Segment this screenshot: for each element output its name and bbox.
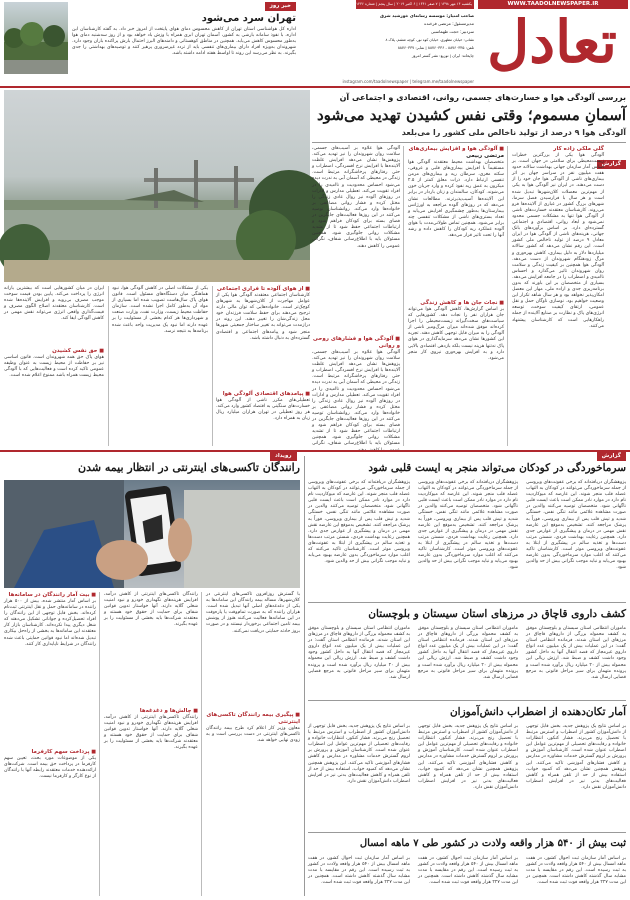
col2-subtitle: ■ آلودگی هوا و افزایش بیماری‌های <box>408 146 504 153</box>
section-tag-right: گزارش <box>597 452 626 461</box>
col2-subtitle-b: ■ نجات جان ها و کاهش زندگی <box>408 300 504 307</box>
main-col-2 <box>408 146 504 446</box>
story4-col-a: بر اساس آمار سازمان ثبت احوال کشور، در هفت ماهه امسال بیش از ۵۴۰ هزار واقعه ولادت در کشور به ثبت رسیده است. این رقم در مقایسه با مدت مشابه سال گذشته کاهش داشته است. همچنین در این مدت ۲۲۷ هزار واقعه فوت ثبت شده است. <box>526 856 626 886</box>
story3-headline: آمار تکان‌دهنده از اضطراب دانش‌آموزان <box>449 706 626 718</box>
photo-col-a-subtitle-b: ■ پیامدهای اقتصادی آلودگی هوا <box>216 391 310 398</box>
photo-col-a-subtitle: ■ از هوای آلوده تا فراری اجتماعی <box>216 286 310 293</box>
weather-body: اداره کل هواشناسی استان تهران از کاهش محسوس دمای هوای پایتخت از امروز خبر داد. به گفته کارشناسان این اداره، با نفوذ سامانه بارشی به کشور، آسمان تهران ابری همراه با وزش باد خواهد بود و از روز سه‌شنبه دمای هوا به‌طور محسوس کاهش می‌یابد. همچنین در مناطق کوهستانی و دامنه‌های البرز احتمال بارش پراکنده باران وجود دارد. شهروندان به‌ویژه افراد دارای بیماری‌های تنفسی باید از تردد غیرضروری پرهیز کنند و توصیه‌های بهداشتی را جدی بگیرند. به نظر می‌رسد این روند تا اواسط هفته ادامه داشته باشد. <box>72 27 296 57</box>
story1-col-c: پژوهشگران دریافته‌اند که برخی عفونت‌های ویروسی از جمله سرماخوردگی می‌توانند در کودکان به التهاب عضله قلب منجر شوند. این عارضه که میوکاردیت نام دارد در موارد نادر ممکن است باعث ایست قلبی ناگهانی شود. متخصصان توصیه می‌کنند والدین در صورت مشاهده علائمی مانند تنگی نفس، خستگی شدید و تپش قلب پس از بیماری ویروسی، فوراً به پزشک مراجعه کنند. تشخیص به‌موقع این عارضه نقش مهمی در درمان و پیشگیری از عوارض جدی دارد. همچنین رعایت بهداشت فردی، شستن مرتب دست‌ها و تغذیه سالم در پیشگیری از ابتلا به عفونت‌های ویروسی موثر است. کارشناسان تاکید می‌کنند که اغلب موارد سرماخوردگی بدون عارضه بهبود می‌یابد و نباید موجب نگرانی بیش از حد والدین شود. <box>308 480 410 565</box>
story1-col-b: پژوهشگران دریافته‌اند که برخی عفونت‌های ویروسی از جمله سرماخوردگی می‌توانند در کودکان به التهاب عضله قلب منجر شوند. این عارضه که میوکاردیت نام دارد در موارد نادر ممکن است باعث ایست قلبی ناگهانی شود. متخصصان توصیه می‌کنند والدین در صورت مشاهده علائمی مانند تنگی نفس، خستگی شدید و تپش قلب پس از بیماری ویروسی، فوراً به پزشک مراجعه کنند. تشخیص به‌موقع این عارضه نقش مهمی در درمان و پیشگیری از عوارض جدی دارد. همچنین رعایت بهداشت فردی، شستن مرتب دست‌ها و تغذیه سالم در پیشگیری از ابتلا به عفونت‌های ویروسی موثر است. کارشناسان تاکید می‌کنند که اغلب موارد سرماخوردگی بدون عارضه بهبود می‌یابد و نباید موجب نگرانی بیش از حد والدین شود. <box>418 480 518 571</box>
col2-body: متخصصان بهداشت محیط معتقدند آلودگی هوا مستقیماً با افزایش بیماری‌های قلبی و عروقی، سکته مغزی، سرطان ریه و بیماری‌های مزمن تنفسی ارتباط دارد. ذرات معلق کمتر از ۲.۵ میکرون به عمق ریه نفوذ کرده و وارد جریان خون می‌شوند. کودکان، سالمندان و زنان باردار در برابر این آلاینده‌ها آسیب‌پذیرترند. مطالعات نشان می‌دهد که در روزهای آلوده مراجعه به اورژانس بیمارستان‌ها به‌طور چشمگیری افزایش می‌یابد و تعداد بستری‌های ناشی از مشکلات تنفسی چند برابر می‌شود. همچنین تماس طولانی‌مدت با هوای آلوده عملکرد ریه کودکان را کاهش داده و رشد آنها را تحت تاثیر قرار می‌دهد. <box>408 160 504 239</box>
taxi-col2-body-top: رانندگان تاکسی‌های اینترنتی از کاهش درآمد، افزایش هزینه‌های نگهداری خودرو و نبود امنیت شغلی گلایه دارند. آنها خواستار تدوین قوانین شفاف برای حمایت از حقوق خود هستند و معتقدند شرکت‌ها باید بخشی از مسئولیت را بر عهده بگیرند. <box>104 592 198 628</box>
photo-box-col-b <box>112 286 208 446</box>
logo-block <box>478 0 630 82</box>
photo-col-c-subtitle: ■ حق نفس کشیدن <box>4 348 104 355</box>
col1-body: آلودگی هوا یکی از بزرگترین خطرات زیست‌محیطی برای سلامتی در جهان است. بر اساس آمار سازمان جهانی بهداشت سالانه حدود هفت میلیون نفر در سراسر جهان بر اثر بیماری‌های ناشی از آلودگی هوا جان خود را از دست می‌دهند. در ایران نیز آلودگی هوا به یکی از مهم‌ترین معضلات کلان‌شهرها تبدیل شده است و هر سال با فرارسیدن فصل سرما، شهرهای بزرگ کشور در غباری از آلاینده‌ها فرو می‌روند. کارشناسان معتقدند خسارت‌های ناشی از آلودگی هوا تنها به مشکلات جسمی محدود نمی‌شود و ابعاد روانی، اقتصادی و اجتماعی گسترده‌ای دارد. بر اساس برآوردهای بانک جهانی، هزینه‌های ناشی از آلودگی هوا در ایران معادل ۹ درصد از تولید ناخالص ملی کشور است. این رقم نشان می‌دهد که کشور سالانه میلیاردها دلار به دلیل بیماری، کاهش بهره‌وری و مرگ زودهنگام شهروندان از دست می‌دهد. آلودگی هوا همچنین بر کیفیت زندگی و سلامت روان شهروندان تاثیر می‌گذارد و احساس ناامیدی و اضطراب را در جامعه افزایش می‌دهد. بسیاری از متخصصان بر این باورند که بدون برنامه‌ریزی جدی و اراده ملی، مهار این معضل امکان‌پذیر نخواهد بود و هر سال شاهد تکرار این وضعیت خواهیم بود. نوسازی ناوگان حمل و نقل عمومی، ارتقای کیفیت سوخت، توسعه انرژی‌های پاک و نظارت بر صنایع آلاینده از جمله راهکارهایی است که کارشناسان پیشنهاد می‌کنند. <box>512 153 605 329</box>
subhead-divider <box>312 142 626 143</box>
main-story <box>0 90 630 448</box>
info-line: مدیرمسئول: مرتضی فرخنده <box>424 21 474 26</box>
info-line: چاپخانه: ایران | توزیع: نشر گستر امروز <box>411 53 474 58</box>
right-story-2 <box>308 606 626 698</box>
main-kicker: بررسی آلودگی هوا و خسارت‌های جسمی، روانی، اقتصادی و اجتماعی آن <box>339 93 626 102</box>
weather-box <box>4 2 296 74</box>
photo-col-a-body-b: تعطیلی‌های مکرر ناشی از آلودگی هوا خسارت‌های سنگینی به اقتصاد کشور وارد می‌کند. هر روز تعطیلی در تهران هزاران میلیارد ریال زیان به همراه دارد. <box>216 398 310 422</box>
story2-col-a: ماموران انتظامی استان سیستان و بلوچستان موفق به کشف محموله بزرگی از داروهای قاچاق در مرزهای این استان شدند. فرمانده انتظامی استان گفت: در این عملیات بیش از یک میلیون عدد انواع داروی غیرمجاز که قصد انتقال آنها به داخل کشور وجود داشت کشف و ضبط شد. ارزش ریالی این محموله بیش از ۲۰ میلیارد ریال برآورد شده است و پرونده متهمان برای سیر مراحل قانونی به مرجع قضایی ارسال شد. <box>526 626 627 680</box>
photo-col-b-body: یکی از مشکلات اصلی در کاهش آلودگی هوا، نبود هماهنگی میان دستگاه‌های مسئول است. قانون هوای پاک سال‌هاست تصویب شده اما بسیاری از مواد آن به‌طور کامل اجرا نشده است. سازمان حفاظت محیط زیست، وزارت نفت، وزارت صنعت و شهرداری‌ها هر کدام بخشی از مسئولیت را بر عهده دارند اما نبود یک مدیریت واحد باعث شده برنامه‌ها به نتیجه نرسد. <box>112 286 208 334</box>
right-story-3 <box>308 704 626 828</box>
taxi-col1-body-b: معاون وزیر کار اعلام کرد طرح بیمه رانندگان تاکسی‌های اینترنتی در دست بررسی است و به زودی نهایی خواهد شد. <box>206 726 300 744</box>
weather-title: تهران سرد می‌شود <box>201 13 296 24</box>
logo: تعادل <box>487 8 617 76</box>
section-tag-left: رویداد <box>270 452 297 461</box>
phone-in-hand-icon <box>4 480 300 588</box>
photo-col-c-body: ایران در میان کشورهایی است که بیشترین یارانه انرژی را پرداخت می‌کند. پایین بودن قیمت سوخت موجب مصرف بی‌رویه و افزایش آلاینده‌ها شده است. کارشناسان معتقدند اصلاح الگوی مصرف و قیمت‌گذاری واقعی انرژی می‌تواند نقش مهمی در کاهش آلودگی ایفا کند. <box>4 286 104 322</box>
taxi-col-3 <box>4 592 96 896</box>
date-line: یکشنبه ۱۴ مهر ۱۳۹۸ | ۷ صفر ۱۴۴۱ | ۶ اکتبر ۲۰۱۹ | سال پنجم | شماره ۱۴۳۶ <box>356 0 474 9</box>
col3-body: آلودگی هوا علاوه بر آسیب‌های جسمی، سلامت روان شهروندان را نیز تهدید می‌کند. پژوهش‌ها نشان می‌دهد افزایش غلظت آلاینده‌ها با افزایش نرخ افسردگی، اضطراب و حتی رفتارهای پرخاشگرانه مرتبط است. زندگی در محیطی که آسمان آبی به ندرت دیده می‌شود احساس محدودیت و ناامیدی را در افراد تقویت می‌کند. تعطیلی مدارس و ادارات در روزهای آلوده نیز روال عادی زندگی را مختل کرده و فشار روانی مضاعفی بر خانواده‌ها وارد می‌کند. روانشناسان توصیه می‌کنند در این روزها فعالیت‌های جایگزین در فضای بسته برای کودکان فراهم شود و ارتباطات اجتماعی حفظ شود تا از تشدید مشکلات روانی جلوگیری شود. همچنین مسئولان باید با اطلاع‌رسانی شفاف، نگرانی <box>312 350 400 447</box>
masthead-bottom-line: instagram.com/taadolnewspaper | telegram.me/taadolnewspaper <box>342 79 474 84</box>
smog-landscape-icon <box>4 90 310 282</box>
taxi-col2-body: بر اساس آمار منتشر شده، بیش از ۵۰۰ هزار راننده در سامانه‌های حمل و نقل اینترنتی ثبت‌نام کرده‌اند. بخش قابل توجهی از این رانندگان را افراد تحصیل‌کرده و جوانانی تشکیل می‌دهند که شغل دیگری پیدا نکرده‌اند. کارشناسان بازار کار معتقدند این سامانه‌ها به بخشی از راه‌حل بیکاری تبدیل شده‌اند اما نبود قوانین حمایتی باعث شده رانندگان در شرایط ناپایداری کار کنند. <box>4 599 96 647</box>
main-col-1 <box>512 146 604 446</box>
info-lines <box>356 12 474 60</box>
photo-box-col-c <box>4 286 104 446</box>
info-line: صاحب امتیاز: موسسه رسانه‌ای خورشید شرق <box>380 13 474 18</box>
taxi-col1-subtitle: ■ پیگیری بیمه رانندگان تاکسی‌های اینترنتی <box>206 712 300 726</box>
story-divider <box>308 602 626 603</box>
col-divider <box>99 592 100 896</box>
weather-thumbnail <box>4 2 68 74</box>
report-tag: گزارش <box>597 160 626 169</box>
info-line: تلفن: ۸۸۷۶۰۳۳۵ - ۸۸۷۶۰۳۳۶ | نمابر: ۸۸۷۶۰۳۳۷ <box>397 45 474 50</box>
story4-headline: ثبت بیش از ۵۴۰ هزار واقعه ولادت در کشور طی ۷ ماهه امسال <box>359 838 626 849</box>
taxi-col3-body: رانندگان تاکسی‌های اینترنتی از کاهش درآمد، افزایش هزینه‌های نگهداری خودرو و نبود امنیت شغلی گلایه دارند. آنها خواستار تدوین قوانین شفاف برای حمایت از حقوق خود هستند و معتقدند شرکت‌ها باید بخشی از مسئولیت را بر عهده بگیرند. <box>104 715 198 751</box>
masthead-divider <box>0 86 630 88</box>
section-vertical-divider <box>304 456 305 896</box>
col-divider <box>507 146 508 446</box>
taxi-story <box>4 460 300 896</box>
taxi-col-1 <box>206 592 300 896</box>
col3-subtitle: ■ آلودگی هوا و فشارهای روحی و روانی <box>312 336 400 350</box>
col2-body-b: بر اساس گزارش‌ها، کاهش آلودگی هوا می‌تواند جان هزاران نفر را نجات دهد. کشورهایی که سیاست‌های سخت‌گیرانه زیست‌محیطی را اجرا کرده‌اند موفق شده‌اند میزان مرگ‌ومیر ناشی از آلودگی را به میزان قابل توجهی کاهش دهند. تجربه این کشورها نشان می‌دهد سرمایه‌گذاری در هوای پاک نه‌تنها هزینه نیست بلکه بازدهی اقتصادی بالایی دارد و به افزایش بهره‌وری نیروی کار منجر می‌شود. <box>408 307 504 361</box>
story2-col-b: ماموران انتظامی استان سیستان و بلوچستان موفق به کشف محموله بزرگی از داروهای قاچاق در مرزهای این استان شدند. فرمانده انتظامی استان گفت: در این عملیات بیش از یک میلیون عدد انواع داروی غیرمجاز که قصد انتقال آنها به داخل کشور وجود داشت کشف و ضبط شد. ارزش ریالی این محموله بیش از ۲۰ میلیارد ریال برآورد شده است و پرونده متهمان برای سیر مراحل قانونی به مرجع قضایی ارسال شد. <box>418 626 519 680</box>
taxi-headline: رانندگان تاکسی‌های اینترنتی در انتظار بیمه شدن <box>78 461 300 474</box>
col-divider <box>201 592 202 896</box>
info-line: نشانی: خیابان مطهری، خیابان کوه نور، کوچه ششم، پلاک ۸ <box>385 38 474 42</box>
trees-photo-icon <box>4 2 68 74</box>
info-line: سردبیر: حجت طهماسبی <box>430 29 474 34</box>
taxi-col2-subtitle: ■ بیت آمار رانندگان در سامانه‌ها <box>4 592 96 599</box>
story2-col-c: ماموران انتظامی استان سیستان و بلوچستان موفق به کشف محموله بزرگی از داروهای قاچاق در مرزهای این استان شدند. فرمانده انتظامی استان گفت: در این عملیات بیش از یک میلیون عدد انواع داروی غیرمجاز که قصد انتقال آنها به داخل کشور وجود داشت کشف و ضبط شد. ارزش ریالی این محموله بیش از ۲۰ میلیارد ریال برآورد شده است و پرونده متهمان برای سیر مراحل قانونی به مرجع قضایی ارسال شد. <box>308 626 410 680</box>
weather-tag: خبر روز <box>265 2 296 11</box>
story1-headline: سرماخوردگی در کودکان می‌تواند منجر به ایست قلبی شود <box>368 462 626 474</box>
col-divider <box>212 286 213 446</box>
section-divider <box>0 450 630 452</box>
website-url[interactable]: WWW.TAADOLNEWSPAPER.IR <box>478 0 628 9</box>
col3-body-top: آلودگی هوا علاوه بر آسیب‌های جسمی، سلامت روان شهروندان را نیز تهدید می‌کند. پژوهش‌ها نشان می‌دهد افزایش غلظت آلاینده‌ها با افزایش نرخ افسردگی، اضطراب و حتی رفتارهای پرخاشگرانه مرتبط است. زندگی در محیطی که آسمان آبی به ندرت دیده می‌شود احساس محدودیت و ناامیدی را در افراد تقویت می‌کند. تعطیلی مدارس و ادارات در روزهای آلوده نیز روال عادی زندگی را مختل کرده و فشار روانی مضاعفی بر خانواده‌ها وارد می‌کند. روانشناسان توصیه می‌کنند در این روزها فعالیت‌های جایگزین در فضای بسته برای کودکان فراهم شود و ارتباطات اجتماعی حفظ شود تا از تشدید مشکلات روانی جلوگیری شود. همچنین مسئولان باید با اطلاع‌رسانی شفاف، نگرانی عمومی را کاهش دهند. <box>312 146 400 249</box>
masthead <box>0 0 630 86</box>
story1-col-a: پژوهشگران دریافته‌اند که برخی عفونت‌های ویروسی از جمله سرماخوردگی می‌توانند در کودکان به التهاب عضله قلب منجر شوند. این عارضه که میوکاردیت نام دارد در موارد نادر ممکن است باعث ایست قلبی ناگهانی شود. متخصصان توصیه می‌کنند والدین در صورت مشاهده علائمی مانند تنگی نفس، خستگی شدید و تپش قلب پس از بیماری ویروسی، فوراً به پزشک مراجعه کنند. تشخیص به‌موقع این عارضه نقش مهمی در درمان و پیشگیری از عوارض جدی دارد. همچنین رعایت بهداشت فردی، شستن مرتب دست‌ها و تغذیه سالم در پیشگیری از ابتلا به عفونت‌های ویروسی موثر است. کارشناسان تاکید می‌کنند که اغلب موارد سرماخوردگی بدون عارضه بهبود می‌یابد و نباید موجب نگرانی بیش از حد والدین شود. <box>526 480 626 571</box>
taxi-col2-subtitle-b: ■ پرداخت سهم کارفرما <box>4 749 96 756</box>
byline: مرتضی ربیعی <box>466 153 504 159</box>
story4-col-c: بر اساس آمار سازمان ثبت احوال کشور، در هفت ماهه امسال بیش از ۵۴۰ هزار واقعه ولادت در کشور به ثبت رسیده است. این رقم در مقایسه با مدت مشابه سال گذشته کاهش داشته است. همچنین در این مدت ۲۲۷ هزار واقعه فوت ثبت شده است. <box>308 856 410 886</box>
photo-smoggy-river <box>4 90 310 282</box>
story2-headline: کشف داروی قاچاق در مرزهای استان سیستان و بلوچستان <box>368 608 626 620</box>
right-story-4 <box>308 836 626 896</box>
publication-info <box>356 0 474 86</box>
taxi-col2-body-b: یکی از موضوعات مورد بحث، تعیین سهم کارفرما در پرداخت حق بیمه است. شرکت‌های ارائه‌دهنده خدمات معتقدند رابطه آنها با رانندگان از نوع کارگر و کارفرما نیست. <box>4 756 96 780</box>
story3-col-b: بر اساس نتایج یک پژوهش جدید، بخش قابل توجهی از دانش‌آموزان کشور از اضطراب و استرس مرتبط با تحصیل رنج می‌برند. فشار کنکور، انتظارات خانواده و رقابت‌های تحصیلی از مهم‌ترین عوامل این اضطراب عنوان شده است. کارشناسان آموزش و پرورش بر لزوم گسترش خدمات مشاوره در مدارس و کاهش فشارهای آموزشی تاکید می‌کنند. این پژوهش همچنین نشان می‌دهد که کمبود خواب، استفاده بیش از حد از تلفن همراه و کاهش فعالیت‌های بدنی نیز در افزایش اضطراب دانش‌آموزان نقش دارد. <box>418 724 518 790</box>
photo-col-c-body-b: هوای پاک حق همه شهروندان است. قانون اساسی نیز بر حفاظت از محیط زیست به عنوان وظیفه عمومی تاکید کرده است و فعالیت‌هایی که با آلودگی محیط زیست همراه باشد ممنوع اعلام شده است. <box>4 355 104 379</box>
story3-col-c: بر اساس نتایج یک پژوهش جدید، بخش قابل توجهی از دانش‌آموزان کشور از اضطراب و استرس مرتبط با تحصیل رنج می‌برند. فشار کنکور، انتظارات خانواده و رقابت‌های تحصیلی از مهم‌ترین عوامل این اضطراب عنوان شده است. کارشناسان آموزش و پرورش بر لزوم گسترش خدمات مشاوره در مدارس و کاهش فشارهای آموزشی تاکید می‌کنند. این پژوهش همچنین نشان می‌دهد که کمبود خواب، استفاده بیش از حد از تلفن همراه و کاهش فعالیت‌های بدنی نیز در افزایش اضطراب دانش‌آموزان نقش دارد. <box>308 724 410 784</box>
taxi-col3-subtitle: ■ چالش‌ها و دغدغه‌ها <box>104 708 198 715</box>
story-divider <box>308 700 626 701</box>
col1-subtitle: گلی ملکی زاده کار <box>553 146 604 152</box>
main-col-3 <box>312 146 400 446</box>
main-subhead: آلودگی هوا ۹ درصد از تولید ناخالص ملی کشور را می‌بلعد <box>401 128 626 137</box>
taxi-col-2 <box>104 592 198 896</box>
photo-box-col-a <box>216 286 310 446</box>
taxi-col1-body: با گسترش روزافزون تاکسی‌های اینترنتی در کلان‌شهرها، مساله بیمه رانندگان این سامانه‌ها به یکی از دغدغه‌های اصلی آنها تبدیل شده است. هزاران راننده که به صورت تمام‌وقت یا پاره‌وقت در این سامانه‌ها فعالیت می‌کنند هنوز از پوشش بیمه تامین اجتماعی برخوردار نیستند و در صورت بروز حادثه حمایتی دریافت نمی‌کنند. <box>206 592 300 634</box>
col-divider <box>403 146 404 446</box>
main-headline: آسمانِ مسموم؛ وقتی نفس کشیدن تهدید می‌شود <box>316 106 626 124</box>
story-divider <box>308 832 626 833</box>
story3-col-a: بر اساس نتایج یک پژوهش جدید، بخش قابل توجهی از دانش‌آموزان کشور از اضطراب و استرس مرتبط با تحصیل رنج می‌برند. فشار کنکور، انتظارات خانواده و رقابت‌های تحصیلی از مهم‌ترین عوامل این اضطراب عنوان شده است. کارشناسان آموزش و پرورش بر لزوم گسترش خدمات مشاوره در مدارس و کاهش فشارهای آموزشی تاکید می‌کنند. این پژوهش همچنین نشان می‌دهد که کمبود خواب، استفاده بیش از حد از تلفن همراه و کاهش فعالیت‌های بدنی نیز در افزایش اضطراب دانش‌آموزان نقش دارد. <box>526 724 626 790</box>
story4-col-b: بر اساس آمار سازمان ثبت احوال کشور، در هفت ماهه امسال بیش از ۵۴۰ هزار واقعه ولادت در کشور به ثبت رسیده است. این رقم در مقایسه با مدت مشابه سال گذشته کاهش داشته است. همچنین در این مدت ۲۲۷ هزار واقعه فوت ثبت شده است. <box>418 856 518 886</box>
photo-phone-taxi-app <box>4 480 300 588</box>
photo-col-a-body: کارشناسان اجتماعی معتقدند آلودگی هوا یکی از عوامل مهاجرت از کلان‌شهرها به شهرهای کوچک‌تر است. خانواده‌هایی که توان مالی دارند ترجیح می‌دهند برای حفظ سلامت فرزندان خود محل زندگی‌شان را تغییر دهند. این روند در درازمدت می‌تواند به تغییر ساختار جمعیتی شهرها منجر شود و پیامدهای اجتماعی و اقتصادی گسترده‌ای به دنبال داشته باشد. <box>216 293 310 341</box>
right-story-1 <box>308 460 626 598</box>
col-divider <box>108 286 109 446</box>
